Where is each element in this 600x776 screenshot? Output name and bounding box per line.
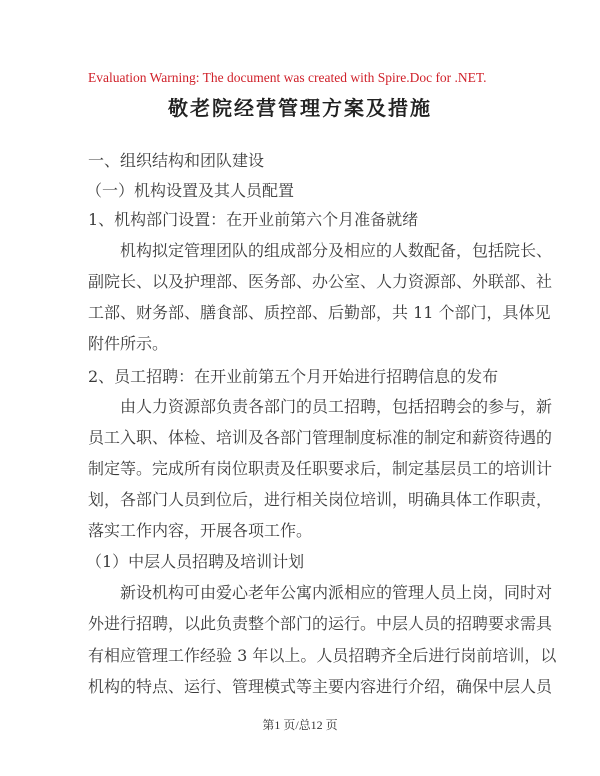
paragraph-line: 由人力资源部负责各部门的员工招聘，包括招聘会的参与，新	[120, 397, 553, 416]
page-footer: 第1 页/总12 页	[262, 718, 338, 732]
paragraph-line: 员工入职、体检、培训及各部门管理制度标准的制定和薪资待遇的	[88, 428, 553, 447]
paragraph-line: 机构的特点、运行、管理模式等主要内容进行介绍，确保中层人员	[88, 677, 553, 696]
item-1-heading: 1、机构部门设置：在开业前第六个月准备就绪	[88, 210, 419, 229]
paragraph-line: 划，各部门人员到位后，进行相关岗位培训，明确具体工作职责，	[88, 490, 553, 509]
evaluation-warning: Evaluation Warning: The document was created with Spire.Doc for .NET.	[88, 70, 487, 85]
paragraph-line: 有相应管理工作经验 3 年以上。人员招聘齐全后进行岗前培训，以	[88, 646, 557, 665]
paragraph-line: 新设机构可由爱心老年公寓内派相应的管理人员上岗，同时对	[120, 583, 553, 602]
paragraph-line: 机构拟定管理团队的组成部分及相应的人数配备，包括院长、	[120, 241, 553, 260]
paragraph-line: 附件所示。	[88, 334, 169, 353]
paragraph-line: 外进行招聘，以此负责整个部门的运行。中层人员的招聘要求需具	[88, 614, 553, 633]
subitem-1-heading: （1）中层人员招聘及培训计划	[86, 552, 305, 571]
heading-1: 一、组织结构和团队建设	[88, 151, 265, 170]
paragraph-line: 落实工作内容，开展各项工作。	[88, 521, 313, 540]
item-2-heading: 2、员工招聘：在开业前第五个月开始进行招聘信息的发布	[88, 367, 499, 386]
paragraph-line: 工部、财务部、膳食部、质控部、后勤部，共 11 个部门，具体见	[88, 303, 551, 322]
heading-2: （一）机构设置及其人员配置	[86, 181, 295, 200]
document-title: 敬老院经营管理方案及措施	[168, 96, 432, 120]
paragraph-line: 制定等。完成所有岗位职责及任职要求后，制定基层员工的培训计	[88, 459, 553, 478]
paragraph-line: 副院长、以及护理部、医务部、办公室、人力资源部、外联部、社	[88, 272, 553, 291]
